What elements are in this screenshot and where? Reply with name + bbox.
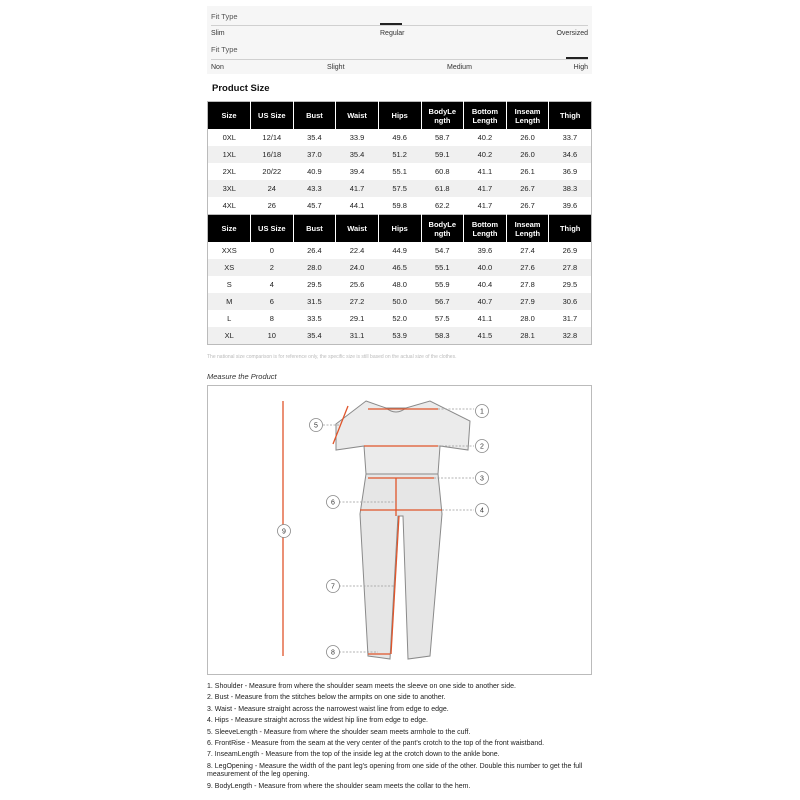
stretch-selected-marker [566, 57, 588, 59]
stretch-scale-line [211, 59, 588, 60]
table-cell: 1XL [208, 146, 251, 163]
col-header: Bust [293, 215, 336, 243]
table-cell: 27.2 [336, 293, 379, 310]
table-cell: 39.6 [477, 246, 493, 255]
diagram-number-6: 6 [331, 499, 335, 507]
diagram-number-5: 5 [314, 422, 318, 430]
instruction-item: 3. Waist - Measure straight across the narrowest waist line from edge to edge. [207, 705, 449, 713]
col-header: US Size [251, 215, 294, 243]
table-cell: 26.0 [506, 146, 549, 163]
table-cell: 41.1 [477, 167, 493, 176]
table-cell: 55.9 [435, 280, 450, 289]
instruction-item: 4. Hips - Measure straight across the widest hip line from edge to edge. [207, 717, 428, 725]
stretch-label-medium: Medium [447, 64, 472, 71]
table-cell: 39.4 [349, 167, 365, 176]
table-row [208, 197, 592, 215]
table-cell: 29.5 [307, 280, 322, 289]
measure-title: Measure the Product [207, 372, 277, 381]
table-row [208, 163, 592, 180]
table-cell: 36.9 [562, 167, 578, 176]
table-cell: 62.2 [435, 201, 450, 210]
size-table-regular [207, 214, 592, 345]
table-cell: 53.9 [378, 327, 421, 345]
table-cell: 37.0 [293, 146, 336, 163]
table-cell: 8 [269, 314, 274, 323]
diagram-number-7: 7 [331, 583, 335, 591]
table-cell: 27.8 [520, 280, 535, 289]
col-header: BodyLe ngth [421, 102, 464, 130]
table-cell: 55.1 [421, 259, 464, 276]
col-header: Waist [336, 215, 379, 243]
instruction-item: 5. SleeveLength - Measure from where the shoulder seam meets armhole to the cuff. [207, 728, 471, 736]
table-cell: 28.0 [520, 314, 535, 323]
diagram-number-8: 8 [331, 649, 335, 657]
table-cell: 41.7 [464, 180, 507, 197]
table-cell: XXS [221, 246, 237, 255]
table-cell: 27.4 [520, 246, 535, 255]
jumpsuit-top-shape [336, 401, 470, 474]
table-cell: 24 [251, 180, 294, 197]
fit-type-panel-2 [207, 40, 592, 74]
table-row [208, 327, 592, 345]
stretch-label-slight: Slight [327, 64, 345, 71]
table-cell: 41.5 [464, 327, 507, 345]
table-cell: 34.6 [549, 146, 592, 163]
table-cell: 54.7 [435, 246, 450, 255]
table-cell: XL [208, 327, 251, 345]
col-header: Bust [293, 102, 336, 130]
table-cell: 33.5 [307, 314, 322, 323]
fit-type-panel-1 [207, 6, 592, 40]
table-cell: 26.9 [562, 246, 578, 255]
table-cell: M [208, 293, 251, 310]
table-cell: 35.4 [336, 146, 379, 163]
fit-label-regular: Regular [380, 30, 405, 37]
table-row [208, 129, 592, 146]
table-cell: 27.8 [549, 259, 592, 276]
table-cell: 29.5 [562, 280, 578, 289]
table-cell: 24.0 [336, 259, 379, 276]
col-header: Bottom Length [464, 215, 507, 243]
col-header: Hips [378, 102, 421, 130]
size-table-plus [207, 101, 592, 215]
table-cell: 40.2 [464, 146, 507, 163]
table-cell: 26.7 [506, 180, 549, 197]
table-cell: 57.5 [435, 314, 450, 323]
col-header: US Size [251, 102, 294, 130]
size-disclaimer-note: The national size comparison is for reference only, the specific size is still based on the actual size of the clothes. [207, 354, 457, 360]
table-cell: 38.3 [549, 180, 592, 197]
instruction-item: 9. BodyLength - Measure from where the shoulder seam meets the collar to the hem. [207, 782, 471, 790]
table-cell: 0XL [222, 133, 236, 142]
table-row [208, 259, 592, 276]
table-cell: 39.6 [562, 201, 578, 210]
col-header: Waist [336, 102, 379, 130]
col-header: Inseam Length [506, 102, 549, 130]
table-cell: 57.5 [378, 180, 421, 197]
table-cell: 41.7 [336, 180, 379, 197]
col-header: Size [208, 102, 251, 130]
table-row [208, 276, 592, 293]
table-cell: 35.4 [293, 327, 336, 345]
col-header: Bottom Length [464, 102, 507, 130]
col-header: Size [208, 215, 251, 243]
table-cell: 29.1 [349, 314, 365, 323]
table-cell: 33.9 [349, 133, 365, 142]
table-row [208, 293, 592, 310]
table-cell: 26.4 [307, 246, 322, 255]
table-row [208, 146, 592, 163]
table-cell: 55.1 [392, 167, 407, 176]
table-cell: 0 [269, 246, 274, 255]
table-cell: 4 [269, 280, 274, 289]
col-header: Hips [378, 215, 421, 243]
table-cell: 61.8 [421, 180, 464, 197]
table-cell: 56.7 [421, 293, 464, 310]
table-cell: 41.1 [477, 314, 493, 323]
table-cell: 27.6 [506, 259, 549, 276]
table-cell: 40.2 [477, 133, 493, 142]
table-cell: 35.4 [307, 133, 322, 142]
diagram-number-9: 9 [282, 528, 286, 536]
table-cell: 25.6 [349, 280, 365, 289]
table-cell: 59.1 [421, 146, 464, 163]
diagram-number-3: 3 [480, 475, 484, 483]
col-header: BodyLe ngth [421, 215, 464, 243]
instruction-item: 6. FrontRise - Measure from the seam at the very center of the pant's crotch to the top of the front waistband. [207, 740, 545, 748]
table-cell: 51.2 [378, 146, 421, 163]
table-cell: 27.9 [506, 293, 549, 310]
table-cell: 44.1 [349, 201, 365, 210]
measurement-instructions [207, 683, 595, 794]
table-cell: S [226, 280, 232, 289]
table-cell: 58.7 [435, 133, 450, 142]
table-cell: XS [208, 259, 251, 276]
table-cell: 40.4 [477, 280, 493, 289]
col-header: Thigh [549, 102, 592, 130]
table-cell: 16/18 [251, 146, 294, 163]
jumpsuit-illustration [208, 386, 593, 676]
table-cell: 58.3 [421, 327, 464, 345]
measurement-diagram [207, 385, 592, 675]
table-cell: 48.0 [392, 280, 407, 289]
table-cell: 10 [251, 327, 294, 345]
diagram-number-2: 2 [480, 443, 484, 451]
table-cell: 44.9 [392, 246, 407, 255]
diagram-number-4: 4 [480, 507, 484, 515]
table-cell: 28.1 [506, 327, 549, 345]
table-cell: 31.1 [336, 327, 379, 345]
table-cell: 26.1 [520, 167, 535, 176]
table-cell: 4XL [222, 201, 236, 210]
table-cell: 40.0 [464, 259, 507, 276]
table-cell: 31.5 [293, 293, 336, 310]
table-cell: 30.6 [549, 293, 592, 310]
table-cell: 60.8 [435, 167, 450, 176]
table-cell: 3XL [208, 180, 251, 197]
stretch-type-label: Fit Type [211, 45, 238, 54]
table-cell: 31.7 [562, 314, 578, 323]
instruction-item: 1. Shoulder - Measure from where the shoulder seam meets the sleeve on one side to another side. [207, 683, 516, 690]
table-cell: 40.7 [464, 293, 507, 310]
col-header: Inseam Length [506, 215, 549, 243]
table-cell: 26.7 [520, 201, 535, 210]
table-cell: 43.3 [293, 180, 336, 197]
table-cell: 59.8 [392, 201, 407, 210]
table-cell: 26 [267, 201, 276, 210]
instruction-item: 7. InseamLength - Measure from the top of the inside leg at the crotch down to the ankle bone. [207, 751, 500, 759]
table-cell: 26.0 [520, 133, 535, 142]
table-cell: 50.0 [378, 293, 421, 310]
table-cell: 41.7 [477, 201, 493, 210]
table-cell: 40.9 [307, 167, 322, 176]
table-row [208, 310, 592, 327]
instruction-item: 8. LegOpening - Measure the width of the pant leg's opening from one side of the other. Double this number to get the full measurement of the leg opening. [207, 762, 583, 779]
table-cell: 52.0 [392, 314, 407, 323]
fit-selected-marker [380, 23, 402, 25]
table-row [208, 180, 592, 197]
table-cell: 33.7 [562, 133, 578, 142]
fit-type-label: Fit Type [211, 12, 238, 21]
fit-label-slim: Slim [211, 30, 225, 37]
table-cell: L [227, 314, 232, 323]
table-cell: 6 [251, 293, 294, 310]
table-cell: 2 [251, 259, 294, 276]
instruction-item: 2. Bust - Measure from the stitches below the armpits on one side to another. [207, 694, 446, 702]
table-cell: 45.7 [307, 201, 322, 210]
table-row [208, 242, 592, 259]
table-cell: 28.0 [293, 259, 336, 276]
col-header: Thigh [549, 215, 592, 243]
table-cell: 32.8 [549, 327, 592, 345]
table-cell: 2XL [222, 167, 236, 176]
stretch-label-high: High [573, 64, 588, 71]
table-cell: 20/22 [262, 167, 282, 176]
table-cell: 46.5 [378, 259, 421, 276]
fit-label-oversized: Oversized [556, 30, 588, 37]
table-cell: 22.4 [349, 246, 365, 255]
table-cell: 12/14 [262, 133, 282, 142]
fit-scale-line [211, 25, 588, 26]
diagram-number-1: 1 [480, 408, 484, 416]
table-cell: 49.6 [392, 133, 407, 142]
product-size-title: Product Size [212, 83, 270, 94]
stretch-label-non: Non [211, 64, 224, 71]
